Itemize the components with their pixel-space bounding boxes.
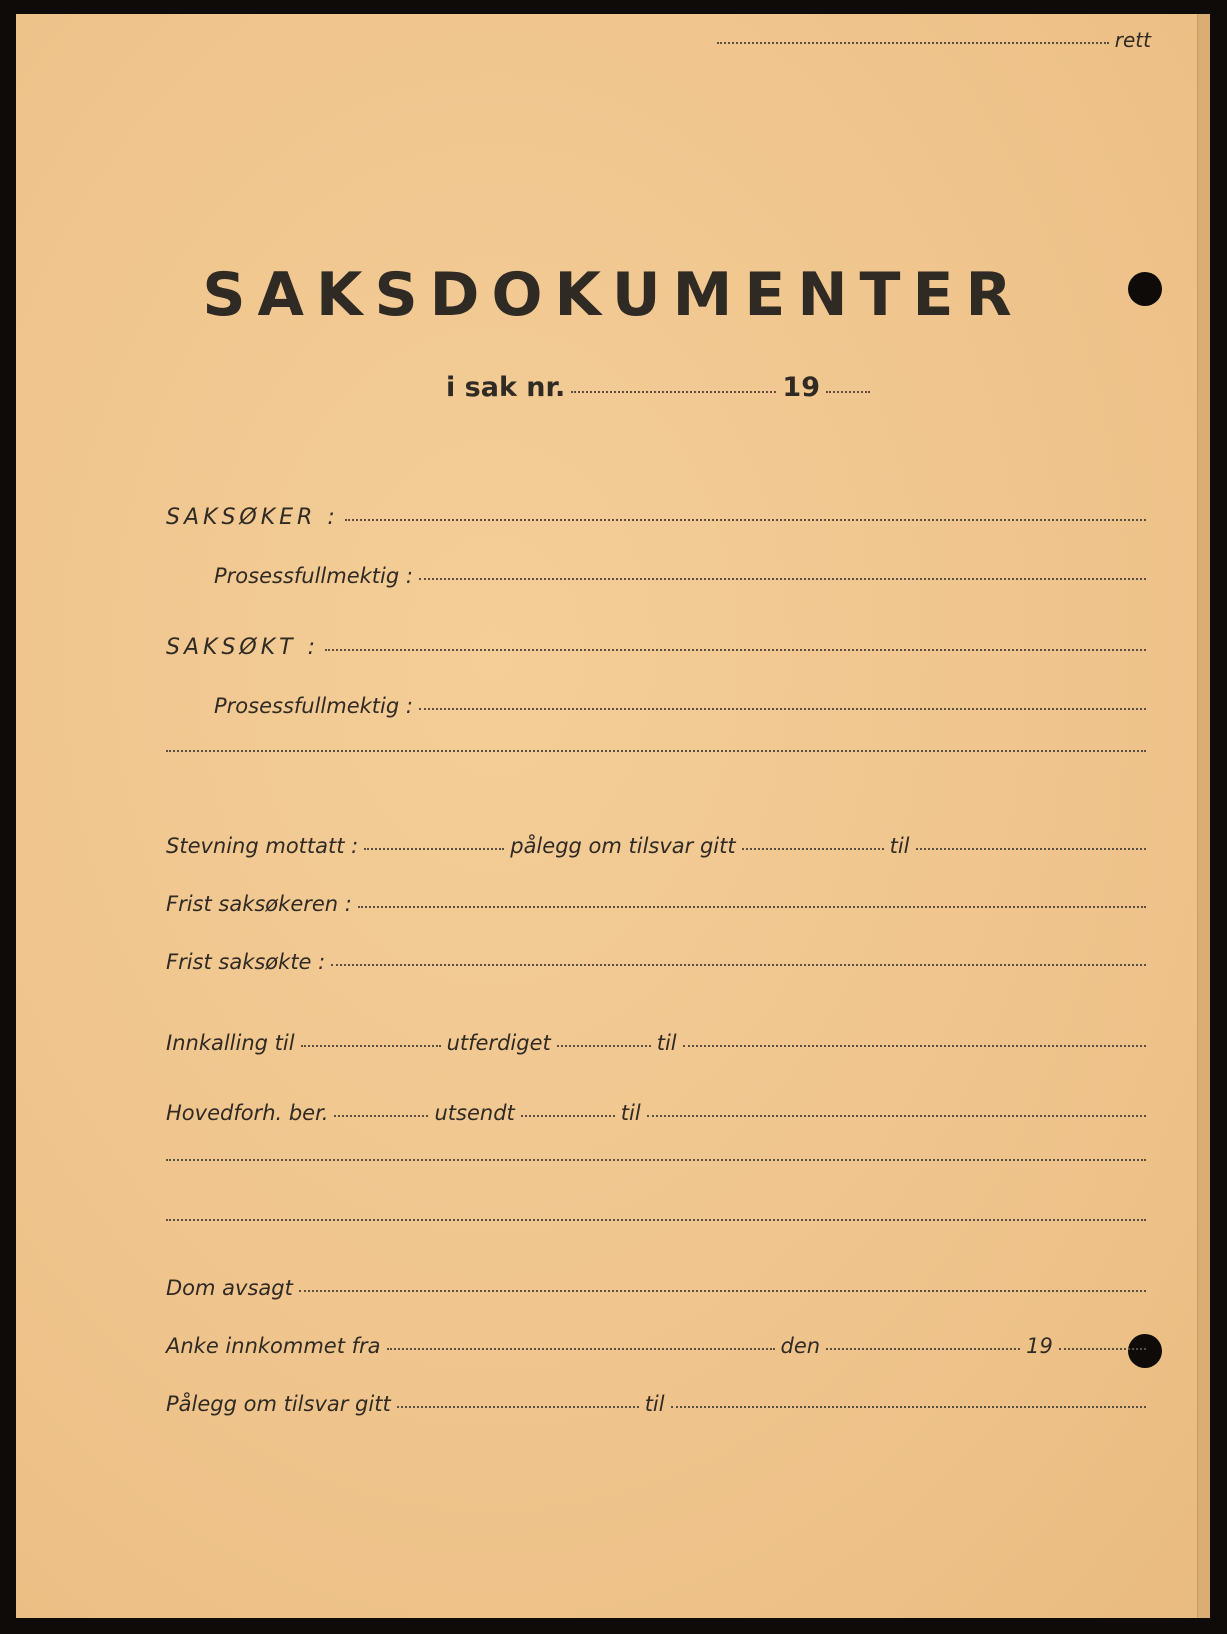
palegg-til-label: til: [644, 1392, 665, 1416]
palegg-tilsvar-blank[interactable]: [742, 847, 884, 850]
extra-party-blank[interactable]: [166, 749, 1146, 752]
hovedforh-field[interactable]: [166, 1101, 1152, 1125]
saksokt-prosess-label: Prosessfullmektig :: [214, 694, 413, 718]
innkalling-til-blank[interactable]: [683, 1044, 1146, 1047]
dom-label: Dom avsagt: [166, 1276, 293, 1300]
utsendt-label: utsendt: [434, 1101, 515, 1125]
stevning-til-blank[interactable]: [916, 847, 1147, 850]
court-blank[interactable]: [717, 41, 1109, 44]
frist-saksokte-label: Frist saksøkte :: [166, 950, 326, 974]
dom-blank[interactable]: [299, 1289, 1146, 1292]
utferdiget-label: utferdiget: [446, 1031, 551, 1055]
utferdiget-blank[interactable]: [557, 1044, 651, 1047]
anke-den-blank[interactable]: [826, 1347, 1020, 1350]
palegg-field[interactable]: [166, 1392, 1152, 1416]
saksokt-label: SAKSØKT :: [166, 635, 319, 660]
frist-saksokeren-field[interactable]: [166, 892, 1152, 916]
hovedforh-til-blank[interactable]: [647, 1114, 1146, 1117]
anke-year-prefix: 19: [1026, 1334, 1053, 1358]
innkalling-til-label: til: [656, 1031, 677, 1055]
stevning-blank[interactable]: [364, 847, 504, 850]
palegg-tilsvar-label: pålegg om tilsvar gitt: [510, 834, 736, 858]
palegg-til-blank[interactable]: [671, 1405, 1146, 1408]
hovedforh-til-label: til: [620, 1101, 641, 1125]
stevning-field[interactable]: [166, 834, 1152, 858]
year-prefix: 19: [782, 372, 820, 403]
document-page: [16, 14, 1210, 1618]
saksoker-prosess-label: Prosessfullmektig :: [214, 564, 413, 588]
folder-spine: [1197, 14, 1210, 1618]
stevning-til-label: til: [889, 834, 910, 858]
frist-saksokte-field[interactable]: [166, 950, 1152, 974]
hovedforh-label: Hovedforh. ber.: [166, 1101, 329, 1125]
saksoker-prosess-blank[interactable]: [419, 577, 1146, 580]
saksoker-label: SAKSØKER :: [166, 505, 339, 530]
saksokt-blank[interactable]: [325, 648, 1146, 651]
innkalling-blank[interactable]: [301, 1044, 441, 1047]
anke-field[interactable]: [166, 1334, 1152, 1358]
dom-field[interactable]: [166, 1276, 1152, 1300]
saksoker-blank[interactable]: [345, 518, 1146, 521]
rett-label: rett: [1114, 28, 1151, 52]
sak-label: i sak nr.: [446, 372, 566, 403]
document-title: SAKSDOKUMENTER: [202, 260, 1024, 330]
frist-saksokte-blank[interactable]: [331, 963, 1146, 966]
case-number-field[interactable]: [446, 372, 876, 403]
innkalling-field[interactable]: [166, 1031, 1152, 1055]
court-field[interactable]: [711, 28, 1151, 52]
year-blank[interactable]: [826, 390, 870, 393]
saksokt-prosessfullmektig-field[interactable]: [214, 694, 1152, 718]
anke-year-blank[interactable]: [1059, 1347, 1146, 1350]
saksoker-field[interactable]: [166, 505, 1152, 530]
anke-den-label: den: [780, 1334, 821, 1358]
saksokt-field[interactable]: [166, 635, 1152, 660]
utsendt-blank[interactable]: [521, 1114, 615, 1117]
anke-blank[interactable]: [387, 1347, 775, 1350]
extra-party-line[interactable]: [166, 752, 1152, 755]
hovedforh-blank[interactable]: [334, 1114, 428, 1117]
extra-line-2[interactable]: [166, 1221, 1152, 1224]
case-number-blank[interactable]: [571, 390, 776, 393]
saksoker-prosessfullmektig-field[interactable]: [214, 564, 1152, 588]
palegg-label: Pålegg om tilsvar gitt: [166, 1392, 391, 1416]
anke-label: Anke innkommet fra: [166, 1334, 381, 1358]
extra-blank-1[interactable]: [166, 1158, 1146, 1161]
frist-saksokeren-blank[interactable]: [358, 905, 1146, 908]
saksokt-prosess-blank[interactable]: [419, 707, 1146, 710]
stevning-label: Stevning mottatt :: [166, 834, 359, 858]
frist-saksokeren-label: Frist saksøkeren :: [166, 892, 352, 916]
palegg-blank[interactable]: [397, 1405, 639, 1408]
innkalling-label: Innkalling til: [166, 1031, 295, 1055]
extra-blank-2[interactable]: [166, 1218, 1146, 1221]
extra-line-1[interactable]: [166, 1161, 1152, 1164]
